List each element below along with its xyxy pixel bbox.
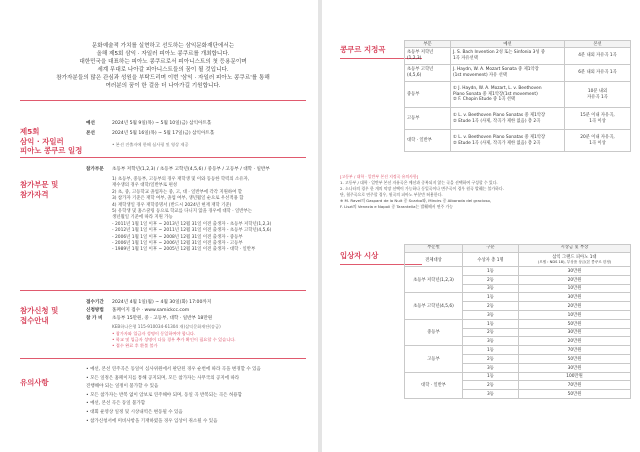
column-header: 시상금 및 부상 — [519, 245, 631, 253]
intro-line: 참가자분들의 많은 관심과 성원을 부탁드리며 이번 '삼익 · 자일러 피아노 콩쿠르'를 통해 — [56, 75, 270, 81]
categories-title: 참가부문 및 참가자격 — [20, 180, 59, 199]
table-row: 대학 · 일반부 1등 100만원 — [405, 372, 631, 381]
table-row: 초등부 저학년(1,2,3) 1등 30만원 — [405, 267, 631, 276]
table-row: 3등 50만원 — [405, 390, 631, 399]
schedule-title: 제5회 삼익 · 자일러 피아노 콩쿠르 일정 — [20, 127, 83, 155]
section-divider — [20, 100, 306, 101]
table-row: 초등부 저학년 (1,2,3) J. S. Bach Invention 2성 또는 Sinfonia 3성 중 1곡 자유선택 4분 내외 자유곡 1곡 — [405, 48, 631, 65]
application-title: 참가신청 및 접수안내 — [20, 306, 59, 325]
awards-title: 입상자 시상 — [340, 251, 379, 260]
application-value: 2024년 4월 1일(월) ~ 4월 30일(화) 17:00까지 — [112, 300, 212, 305]
repertoire-notes: [고등부 / 대학 · 일반부 본선 지정곡 유의사항] 1. 고등부 / 대학 · 일반부 본선 자유곡은 예선과 중복되지 않는 곡을 선택하여 구성할 수 있다. 2. 소나타의 경우 한 개의 악장 선택이 가능하나 동일곡이나 변주곡이 경우 원곡 발췌는 불가하다. 단, 협주곡으로 연주할 경우, 원곡의 피아노 부분만 허용한다. ※ M. Ravel의 Gaspard de la Nuit 중 Scarbo와, Miroirs 중 Alborada del gracioso, F. Liszt의 Venezia e Napoli 중 Tarantella는 발췌해서 연주 가능 — [340, 174, 504, 209]
table-row: 고등부 1등 70만원 — [405, 346, 631, 355]
categories-value: 초등부 저학년(1,2,3) / 초등부 고학년(4,5,6) / 중등부 / 고등부 / 대학 · 일반부 — [112, 167, 270, 172]
column-header: 예선 — [451, 41, 565, 48]
application-value: 초등부 15만원, 중 · 고등부, 대학 · 일반부 18만원 — [112, 316, 213, 321]
table-row: 3등 30만원 — [405, 363, 631, 372]
application-note: • 접수 완료 후 환불 불가 — [112, 343, 158, 348]
notices-list: • 예선, 본선 연주곡은 동일이 심사위원에서 판단된 경우 순번에 따라 곡을 변경할 수 있음 • 모든 일정은 홈페이지를 통해 공지되며, 모든 참가자는 사무국의 공지에 따라 진행해야 되는 일정이 불가할 수 있음 • 모든 참가자는 반복 없이 암보로 연주해야 되며, 동일 곡 반복되는 곡은 허용함 • 예선, 본선 곡은 동일 불가함 • 대회 운영상 일정 및 시상내역은 변동될 수 있음 • 참가신청서에 미비사항을 기재하였을 경우 입상이 취소될 수 있음 — [86, 367, 261, 424]
eligibility-list: 1) 초등부, 중등부, 고등부의 경우 재학생 및 이와 동등한 학력의 소유자, 재수생의 경우 대학/일반부로 편성 2) 초, 중, 고등학교 졸업자는 중, 고, 대 · 일반부에 각각 지원하여 할 3) 참가자 기준은 재학 여부, 졸업 여부, 생년월일 순으로 우선적용 함 4) 재학생일 경우 재학증명서 (반드시 2024년 현재 재학 기준) 5) 유학생 및 홈스쿨링 등으로 학교를 다니지 않을 경우에 대학 · 일반부는 생년월일 기준에 따라 지원 가능 - 2011년 1월 1일 이후 ~ 2013년 12월 31일 이전 출생자 - 초등부 저학년(1,2,3) - 2012년 1월 1일 이후 ~ 2011년 12월 31일 이전 출생자 - 초등부 고학년(4,5,6) - 2006년 1월 1일 이후 ~ 2008년 12월 31일 이전 출생자 - 중등부 - 2006년 1월 1일 이후 ~ 2006년 12월 31일 이전 출생자 - 고등부 - 1989년 1월 1일 이후 ~ 2005년 12월 31일 이전 출생자 - 대학 · 일반부 — [112, 177, 272, 253]
repertoire-title: 콩쿠르 지정곡 — [340, 45, 386, 54]
intro-line: 대한민국을 대표하는 피아노 콩쿠르로서 피아니스트의 첫 등용문이며 — [79, 59, 247, 65]
awards-table — [404, 244, 631, 399]
table-row: 2등 70만원 — [405, 381, 631, 390]
table-row: 3등 10만원 — [405, 310, 631, 319]
bank-account: KEB하나은행 115-910034-61304 재)삼익문화재단(송금) — [112, 324, 221, 329]
column-header: 부문 — [405, 41, 451, 48]
application-label: 참 가 비 — [86, 316, 103, 321]
table-row: 2등 30만원 — [405, 328, 631, 337]
table-header-row — [405, 245, 631, 253]
categories-label: 참가부문 — [86, 167, 104, 172]
table-row: 2등 20만원 — [405, 275, 631, 284]
schedule-note: • 본선 진출자에 한해 심사평 및 영상 제공 — [112, 142, 189, 147]
column-header: 구분 — [463, 245, 519, 253]
table-row: 고등부 ① L. v. Beethoven Piano Sonatas 중 제1악장 ② Etude 1곡 (사제, 작곡가 제한 없음) 총 2곡 15분 이내 자유곡, 1곡 이상 — [405, 108, 631, 130]
notices-title: 유의사항 — [20, 378, 49, 387]
table-row: 2등 20만원 — [405, 302, 631, 311]
section-divider — [20, 358, 306, 359]
section-divider — [20, 157, 306, 158]
application-note: • 참가자와 입금자 성명이 동일하여야 합니다. — [112, 331, 196, 336]
application-value: 홈페이지 접수 · www.samickcc.com — [112, 308, 190, 313]
application-list — [86, 300, 306, 324]
table-row: 대학 · 일반부 ① L. v. Beethoven Piano Sonatas 중 제1악장 ② Etude 1곡 (사제, 작곡가 제한 없음) 총 2곡 20분 이내 자유곡, 1곡 이상 — [405, 130, 631, 152]
intro-line: 여러분의 꿈이 한 걸음 더 나아가길 기원합니다. — [105, 83, 221, 89]
intro-line: 올해 제5회 삼익 · 자일러 피아노 콩쿠르를 개최합니다. — [96, 51, 230, 57]
intro-line: 문화예술적 가치를 실현하고 선도하는 삼익문화재단에서는 — [91, 43, 235, 49]
section-divider — [20, 290, 306, 291]
table-row: 초등부 고학년(4,5,6) 1등 30만원 — [405, 293, 631, 302]
categories-header — [86, 167, 306, 175]
table-row: 초등부 고학년 (4,5,6) J. Haydn, W. A. Mozart Sonata 중 제1악장 (1st movement) 자유 선택 6분 내외 자유곡 1곡 — [405, 65, 631, 82]
schedule-value: 2024년 5월 16일(목) ~ 5월 17일(금) 삼익아트홀 — [112, 131, 215, 136]
table-row: 중등부 ① J. Haydn, W. A. Mozart, L. v. Beethoven Piano Sonata 중 제1악장(1st movement) ② F. Chopin Etude 중 1곡 선택 10분 내외 자유곡 1곡 — [405, 82, 631, 108]
table-row: 2등 50만원 — [405, 354, 631, 363]
right-page — [322, 0, 640, 452]
column-header: 부문별 — [405, 245, 463, 253]
application-note: • 학교 및 입금자 성명이 다를 경우 추가 확인이 필요할 수 있습니다. — [112, 337, 236, 342]
column-header: 본선 — [565, 41, 631, 48]
schedule-label: 본선 — [86, 131, 95, 136]
table-row: 3등 10만원 — [405, 284, 631, 293]
left-page — [0, 0, 318, 452]
table-row: 3등 20만원 — [405, 337, 631, 346]
intro-text — [20, 42, 306, 90]
repertoire-table — [404, 40, 631, 152]
schedule-value: 2024년 5월 9일(목) ~ 5월 10일(금) 삼익아트홀 — [112, 121, 212, 126]
table-row: 전체대상 수상자 총 1명 삼익 그랜드 피아노 1대 (모델 : NDS 18), 부상품 상금(본 콩쿠르 한정) — [405, 253, 631, 267]
intro-line: 세계 무대로 나아갈 피아니스트들의 꿈이 될 것입니다. — [97, 67, 229, 73]
application-label: 접수기간 — [86, 300, 104, 305]
schedule-label: 예선 — [86, 121, 95, 126]
table-row: 중등부 1등 50만원 — [405, 319, 631, 328]
application-label: 신청방법 — [86, 308, 104, 313]
table-header-row — [405, 41, 631, 48]
